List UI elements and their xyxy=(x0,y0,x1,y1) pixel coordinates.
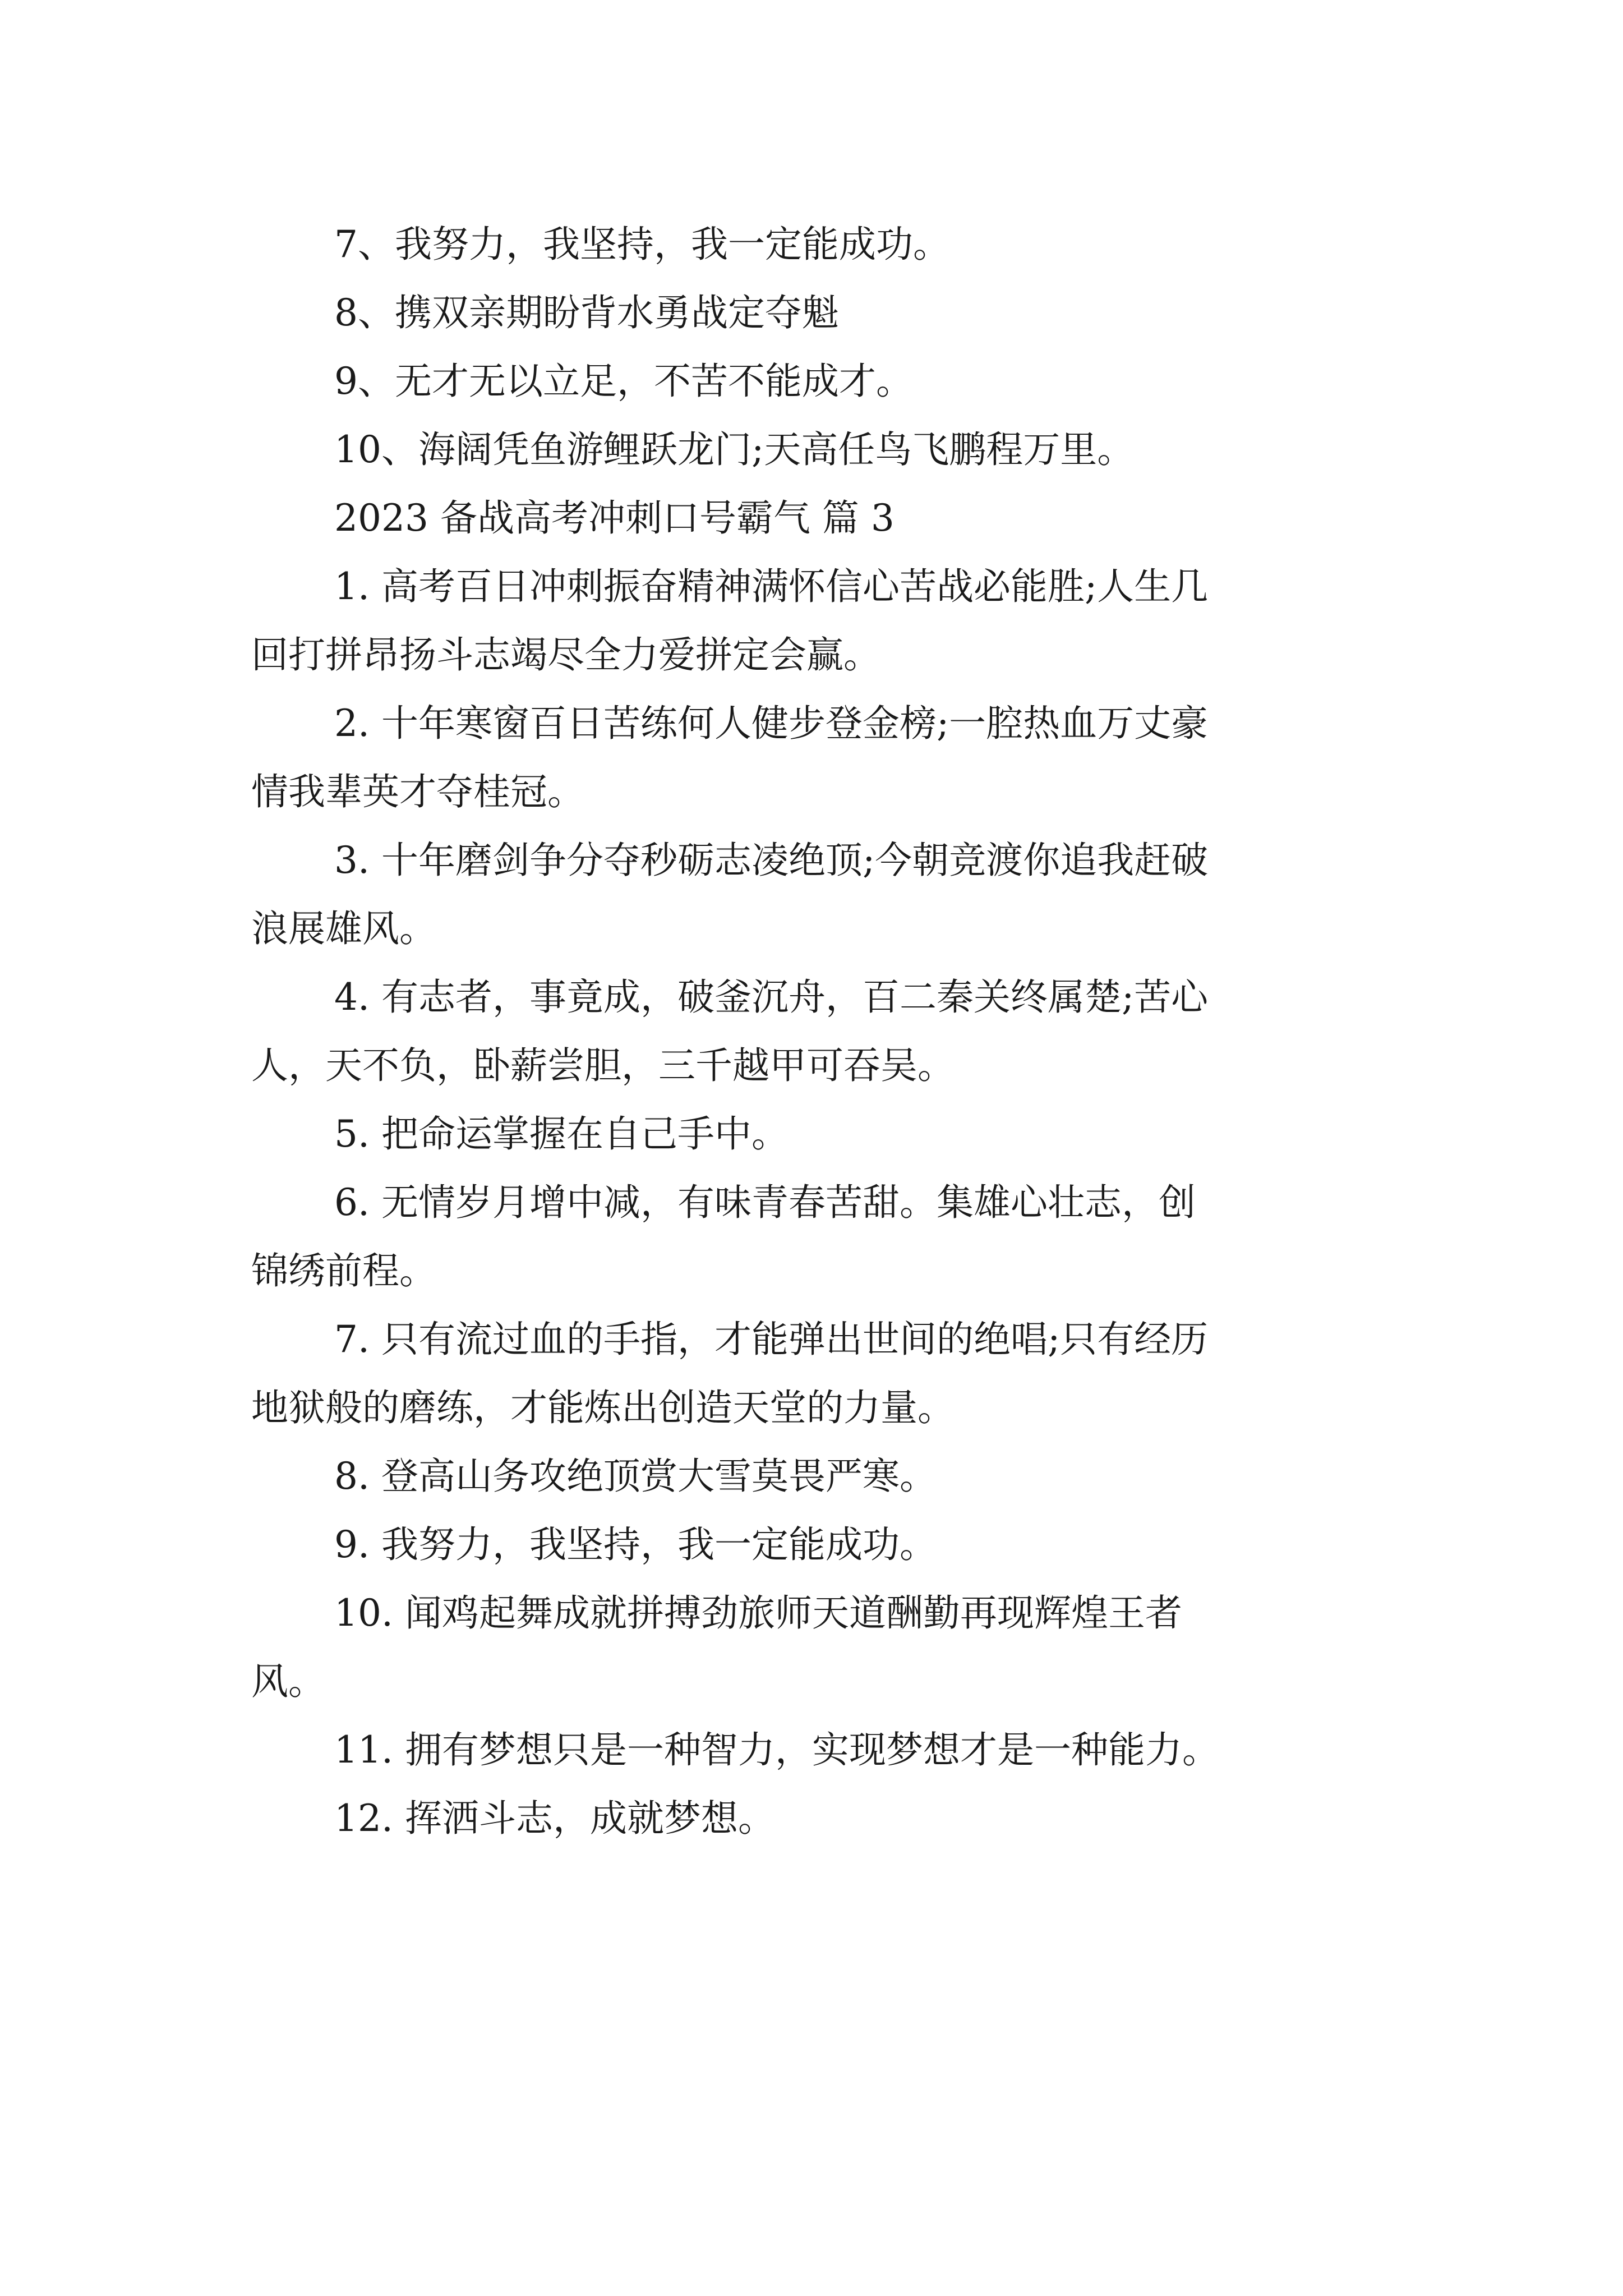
list-item-line: 4. 有志者，事竟成，破釜沉舟，百二秦关终属楚;苦心 xyxy=(334,976,1209,1019)
list-item-line: 6. 无情岁月增中减，有味青春苦甜。集雄心壮志，创 xyxy=(334,1181,1196,1224)
list-item xyxy=(251,826,1395,963)
list-item-line: 12. 挥洒斗志，成就梦想。 xyxy=(334,1797,775,1840)
list-item xyxy=(251,1784,1395,1853)
list-item-continuation: 风。 xyxy=(251,1660,325,1703)
section-heading: 2023 备战高考冲刺口号霸气 篇 3 xyxy=(334,496,895,540)
list-item-line: 3. 十年磨剑争分夺秒砺志凌绝顶;今朝竞渡你追我赶破 xyxy=(334,839,1209,882)
list-item-line: 2. 十年寒窗百日苦练何人健步登金榜;一腔热血万丈豪 xyxy=(334,702,1209,745)
list-item-line: 11. 拥有梦想只是一种智力，实现梦想才是一种能力。 xyxy=(334,1728,1219,1772)
list-item xyxy=(251,1168,1395,1305)
list-item-continuation: 人，天不负，卧薪尝胆，三千越甲可吞吴。 xyxy=(251,1044,955,1087)
document-body xyxy=(251,210,1395,1853)
list-item-continuation: 回打拼昂扬斗志竭尽全力爱拼定会赢。 xyxy=(251,633,880,677)
list-item-line: 5. 把命运掌握在自己手中。 xyxy=(334,1112,789,1156)
list-item: 7、我努力，我坚持，我一定能成功。 xyxy=(334,223,950,266)
list-item xyxy=(251,1442,1395,1511)
list-item: 9、无才无以立足，不苦不能成才。 xyxy=(334,360,913,403)
list-item: 8、携双亲期盼背水勇战定夺魁 xyxy=(334,291,839,334)
list-item-continuation: 地狱般的磨练，才能炼出创造天堂的力量。 xyxy=(251,1386,955,1429)
list-item xyxy=(251,963,1395,1100)
list-item xyxy=(251,1579,1395,1716)
list-item xyxy=(251,553,1395,689)
list-item xyxy=(251,689,1395,826)
list-item-continuation: 锦绣前程。 xyxy=(251,1249,436,1292)
list-item-continuation: 浪展雄风。 xyxy=(251,907,436,950)
list-item xyxy=(251,1305,1395,1442)
list-item: 10、海阔凭鱼游鲤跃龙门;天高任鸟飞鹏程万里。 xyxy=(334,428,1135,471)
list-item-line: 9. 我努力，我坚持，我一定能成功。 xyxy=(334,1523,937,1566)
list-item-line: 1. 高考百日冲刺振奋精神满怀信心苦战必能胜;人生几 xyxy=(334,565,1209,608)
list-item-line: 10. 闻鸡起舞成就拼搏劲旅师天道酬勤再现辉煌王者 xyxy=(334,1591,1182,1635)
list-item xyxy=(251,1511,1395,1579)
list-item-line: 7. 只有流过血的手指，才能弹出世间的绝唱;只有经历 xyxy=(334,1318,1209,1361)
list-item xyxy=(251,1716,1395,1784)
list-item-continuation: 情我辈英才夺桂冠。 xyxy=(251,770,584,813)
list-item xyxy=(251,1100,1395,1168)
list-item-line: 8. 登高山务攻绝顶赏大雪莫畏严寒。 xyxy=(334,1455,937,1498)
